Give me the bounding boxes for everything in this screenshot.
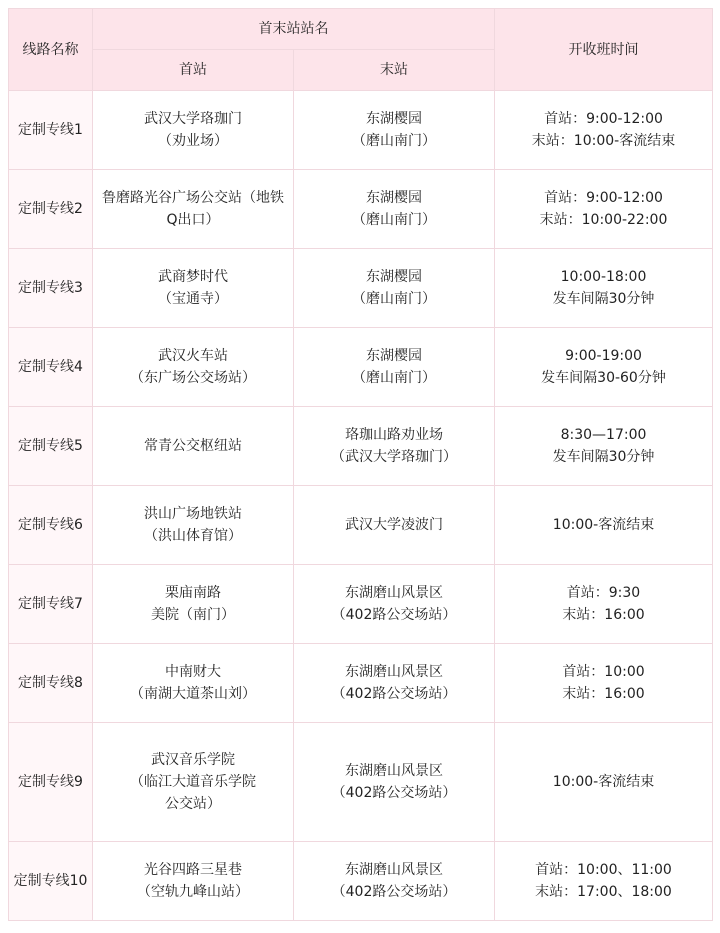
first-station-cell: 武汉大学珞珈门 （劝业场） bbox=[93, 91, 294, 170]
route-name-cell: 定制专线5 bbox=[9, 407, 93, 486]
table-row bbox=[9, 91, 713, 170]
route-name-cell: 定制专线9 bbox=[9, 723, 93, 842]
schedule-header: 开收班时间 bbox=[495, 9, 713, 91]
stations-group-header: 首末站站名 bbox=[93, 9, 495, 50]
last-station-header: 末站 bbox=[294, 50, 495, 91]
schedule-cell: 首站：10:00、11:00 末站：17:00、18:00 bbox=[495, 842, 713, 921]
schedule-cell: 8:30—17:00 发车间隔30分钟 bbox=[495, 407, 713, 486]
route-name-cell: 定制专线7 bbox=[9, 565, 93, 644]
first-station-cell: 鲁磨路光谷广场公交站（地铁 Q出口） bbox=[93, 170, 294, 249]
last-station-cell: 东湖磨山风景区 （402路公交场站） bbox=[294, 565, 495, 644]
first-station-cell: 栗庙南路 美院（南门） bbox=[93, 565, 294, 644]
table-row bbox=[9, 170, 713, 249]
table-row bbox=[9, 644, 713, 723]
route-name-cell: 定制专线1 bbox=[9, 91, 93, 170]
route-name-header: 线路名称 bbox=[9, 9, 93, 91]
route-name-cell: 定制专线8 bbox=[9, 644, 93, 723]
table-row bbox=[9, 407, 713, 486]
table-body bbox=[9, 91, 713, 921]
schedule-cell: 9:00-19:00 发车间隔30-60分钟 bbox=[495, 328, 713, 407]
last-station-cell: 东湖磨山风景区 （402路公交场站） bbox=[294, 842, 495, 921]
first-station-cell: 中南财大 （南湖大道茶山刘） bbox=[93, 644, 294, 723]
header-row bbox=[9, 9, 713, 50]
schedule-cell: 10:00-18:00 发车间隔30分钟 bbox=[495, 249, 713, 328]
schedule-cell: 首站：9:30 末站：16:00 bbox=[495, 565, 713, 644]
route-name-cell: 定制专线10 bbox=[9, 842, 93, 921]
first-station-cell: 武汉火车站 （东广场公交场站） bbox=[93, 328, 294, 407]
last-station-cell: 珞珈山路劝业场 （武汉大学珞珈门） bbox=[294, 407, 495, 486]
table-row bbox=[9, 565, 713, 644]
route-name-cell: 定制专线3 bbox=[9, 249, 93, 328]
table-row bbox=[9, 249, 713, 328]
route-name-cell: 定制专线6 bbox=[9, 486, 93, 565]
first-station-header: 首站 bbox=[93, 50, 294, 91]
table-header bbox=[9, 9, 713, 91]
last-station-cell: 东湖磨山风景区 （402路公交场站） bbox=[294, 723, 495, 842]
table-row bbox=[9, 842, 713, 921]
bus-route-table bbox=[8, 8, 713, 921]
schedule-cell: 10:00-客流结束 bbox=[495, 486, 713, 565]
last-station-cell: 东湖樱园 （磨山南门） bbox=[294, 249, 495, 328]
table-row bbox=[9, 723, 713, 842]
last-station-cell: 东湖樱园 （磨山南门） bbox=[294, 328, 495, 407]
first-station-cell: 武汉音乐学院 （临江大道音乐学院 公交站） bbox=[93, 723, 294, 842]
last-station-cell: 东湖磨山风景区 （402路公交场站） bbox=[294, 644, 495, 723]
first-station-cell: 洪山广场地铁站 （洪山体育馆） bbox=[93, 486, 294, 565]
last-station-cell: 武汉大学凌波门 bbox=[294, 486, 495, 565]
table-row bbox=[9, 328, 713, 407]
schedule-cell: 10:00-客流结束 bbox=[495, 723, 713, 842]
schedule-cell: 首站：10:00 末站：16:00 bbox=[495, 644, 713, 723]
route-name-cell: 定制专线4 bbox=[9, 328, 93, 407]
first-station-cell: 武商梦时代 （宝通寺） bbox=[93, 249, 294, 328]
route-name-cell: 定制专线2 bbox=[9, 170, 93, 249]
table-row bbox=[9, 486, 713, 565]
last-station-cell: 东湖樱园 （磨山南门） bbox=[294, 91, 495, 170]
first-station-cell: 常青公交枢纽站 bbox=[93, 407, 294, 486]
first-station-cell: 光谷四路三星巷 （空轨九峰山站） bbox=[93, 842, 294, 921]
schedule-cell: 首站：9:00-12:00 末站：10:00-客流结束 bbox=[495, 91, 713, 170]
schedule-cell: 首站：9:00-12:00 末站：10:00-22:00 bbox=[495, 170, 713, 249]
last-station-cell: 东湖樱园 （磨山南门） bbox=[294, 170, 495, 249]
